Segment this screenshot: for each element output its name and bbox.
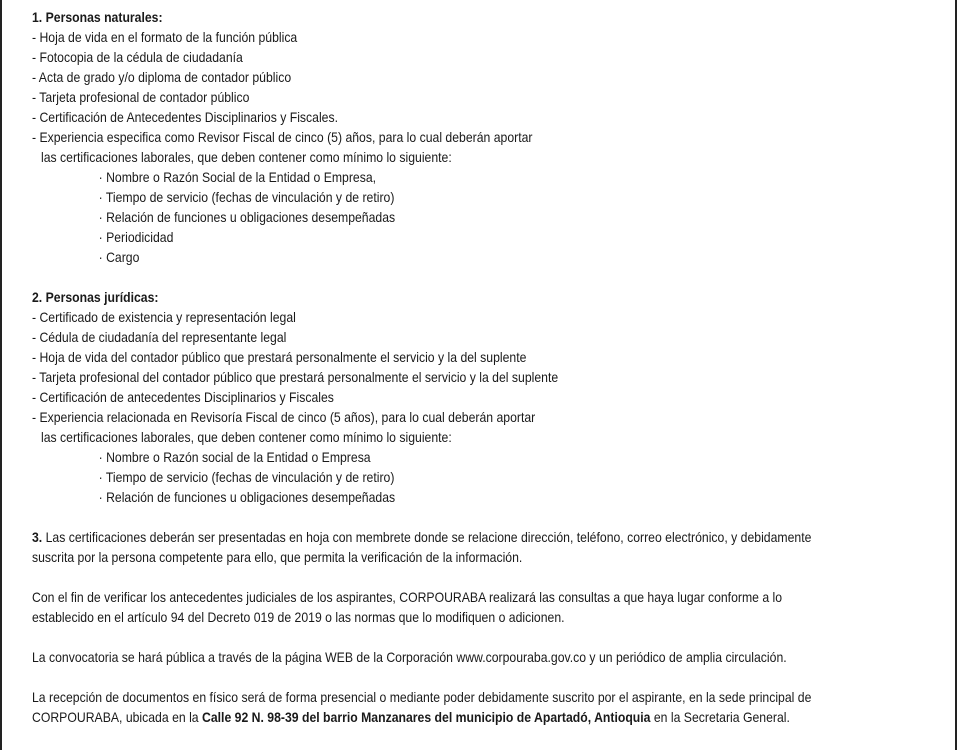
address-line [32,708,840,728]
paragraph-text: La convocatoria se hará pública a través de la página WEB de la Corporación www.corpouraba.gov.co y un periódico de amplia circulación. [32,650,787,665]
section-heading: 1. Personas naturales: [32,10,163,25]
list-item-continuation: las certificaciones laborales, que deben contener como mínimo lo siguiente: [41,150,452,165]
list-item: - Fotocopia de la cédula de ciudadanía [32,50,243,65]
list-item-continuation: las certificaciones laborales, que deben contener como mínimo lo siguiente: [41,430,452,445]
sub-list-item: · Cargo [98,250,140,265]
list-item: - Acta de grado y/o diploma de contador público [32,70,292,85]
document-body [32,8,840,728]
section-number: 3. [32,530,43,545]
list-item: - Certificación de Antecedentes Disciplinarios y Fiscales. [32,110,338,125]
list-item: - Hoja de vida en el formato de la función pública [32,30,298,45]
list-item: - Tarjeta profesional de contador público [32,90,250,105]
list-item: - Certificado de existencia y representación legal [32,310,296,325]
paragraph-text: La recepción de documentos en físico será de forma presencial o mediante poder debidamente suscrito por el aspirante, en la sede principal de [32,690,812,705]
list-item: - Certificación de antecedentes Disciplinarios y Fiscales [32,390,334,405]
list-item: - Experiencia relacionada en Revisoría Fiscal de cinco (5 años), para lo cual deberán aportar [32,410,536,425]
paragraph-text: en la Secretaria General. [650,710,790,725]
section-heading: 2. Personas jurídicas: [32,290,159,305]
list-item: - Hoja de vida del contador público que prestará personalmente el servicio y la del suplente [32,350,527,365]
paragraph-text: establecido en el artículo 94 del Decreto 019 de 2019 o las normas que lo modifiquen o adicionen. [32,610,565,625]
section-3-paragraph [32,528,840,548]
sub-list-item: · Relación de funciones u obligaciones desempeñadas [98,490,396,505]
list-item: - Tarjeta profesional del contador público que prestará personalmente el servicio y la del suplente [32,370,559,385]
paragraph-text: suscrita por la persona competente para ello, que permita la verificación de la información. [32,550,523,565]
paragraph-text: Las certificaciones deberán ser presentadas en hoja con membrete donde se relacione dirección, teléfono, correo electrónico, y debidamente [45,530,812,545]
sub-list-item: · Relación de funciones u obligaciones desempeñadas [98,210,396,225]
paragraph-text: CORPOURABA, ubicada en la [32,710,203,725]
list-item: - Experiencia especifica como Revisor Fiscal de cinco (5) años, para lo cual deberán aportar [32,130,533,145]
address-bold: Calle 92 N. 98-39 del barrio Manzanares del municipio de Apartadó, Antioquia [202,710,651,725]
sub-list-item: · Nombre o Razón Social de la Entidad o Empresa, [98,170,377,185]
paragraph-text: Con el fin de verificar los antecedentes judiciales de los aspirantes, CORPOURABA realizará las consultas a que haya lugar conforme a lo [32,590,783,605]
list-item: - Cédula de ciudadanía del representante legal [32,330,287,345]
sub-list-item: · Tiempo de servicio (fechas de vinculación y de retiro) [98,190,395,205]
sub-list-item: · Nombre o Razón social de la Entidad o Empresa [98,450,371,465]
sub-list-item: · Tiempo de servicio (fechas de vinculación y de retiro) [98,470,395,485]
sub-list-item: · Periodicidad [98,230,174,245]
